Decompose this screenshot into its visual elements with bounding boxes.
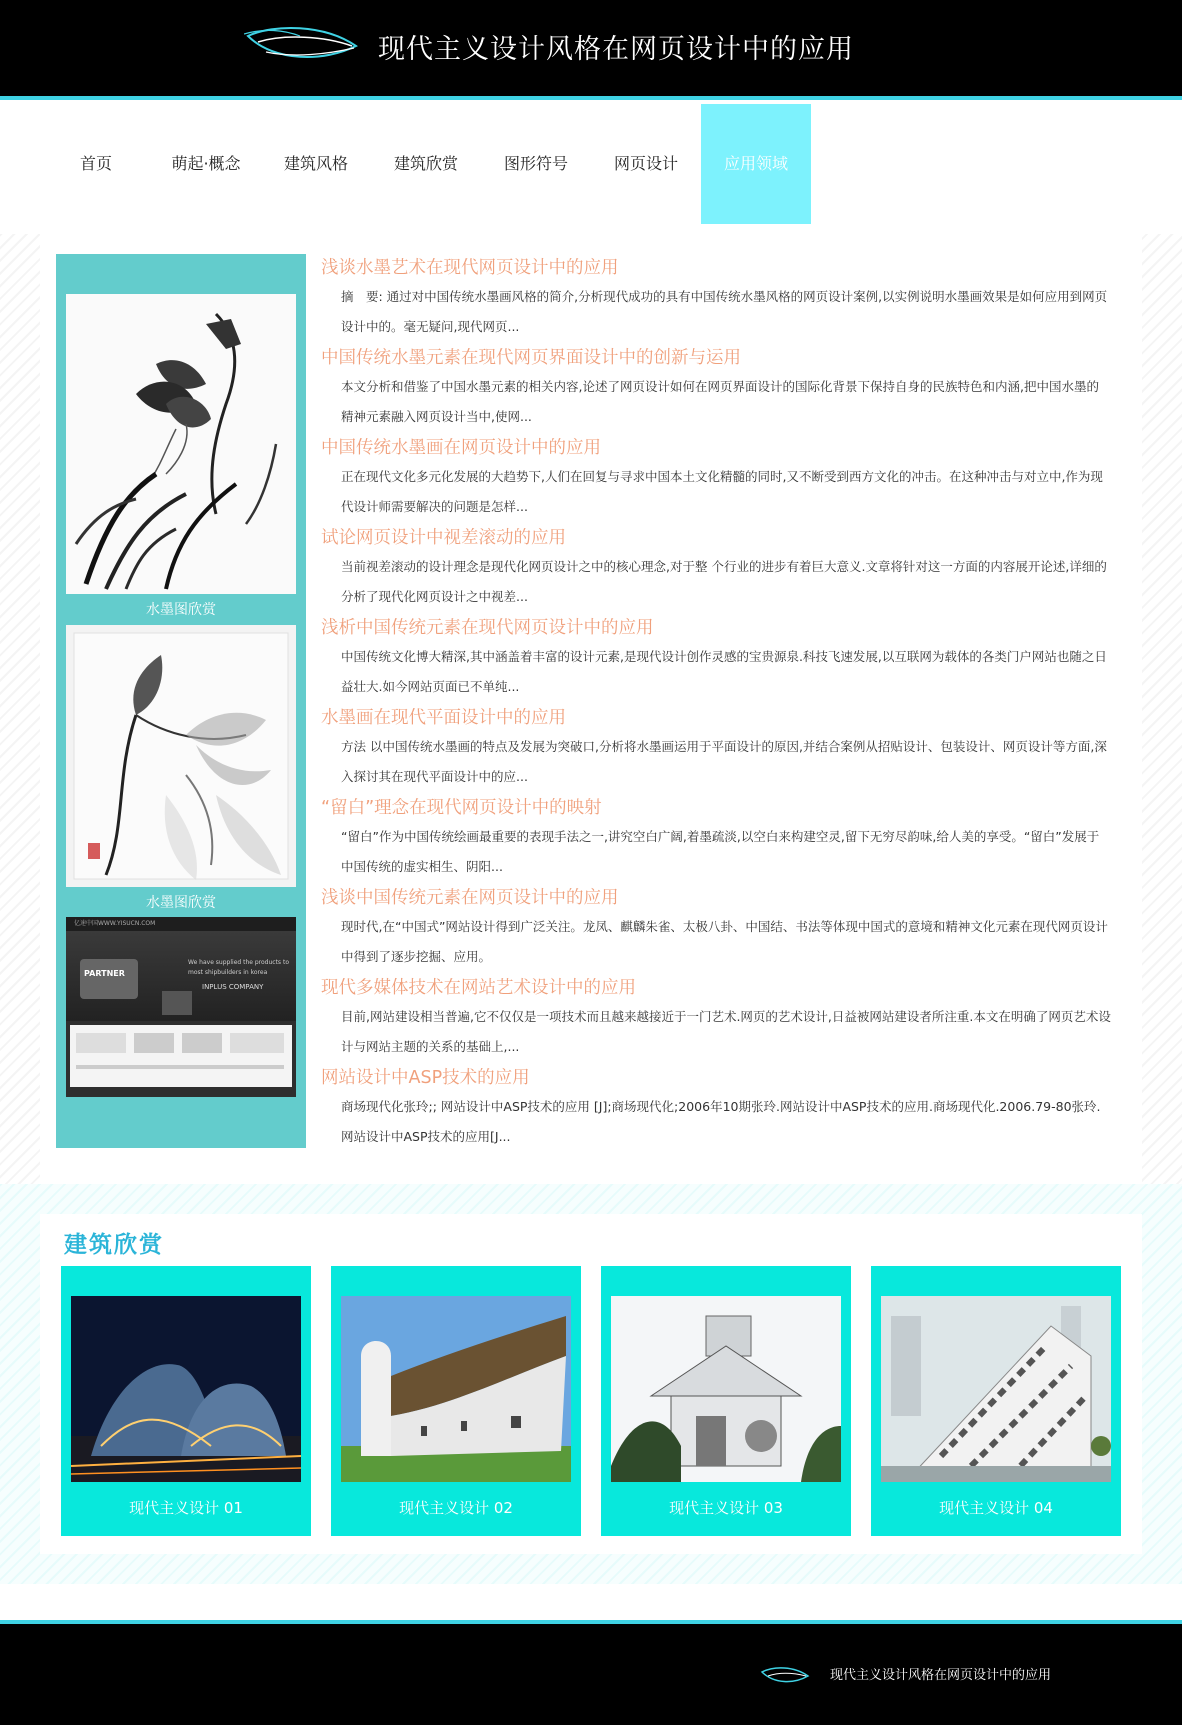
site-title: 现代主义设计风格在网页设计中的应用 bbox=[378, 34, 854, 65]
article-title-link[interactable]: 网站设计中ASP技术的应用 bbox=[321, 1068, 530, 1088]
article-title-link[interactable]: 试论网页设计中视差滚动的应用 bbox=[321, 528, 566, 548]
screenshot-block-4 bbox=[230, 1033, 284, 1053]
gallery-card-4[interactable] bbox=[871, 1266, 1121, 1536]
footer-title: 现代主义设计风格在网页设计中的应用 bbox=[830, 1668, 1052, 1683]
article-title-link[interactable]: 水墨画在现代平面设计中的应用 bbox=[321, 708, 566, 728]
nav-item-applications[interactable]: 应用领域 bbox=[701, 104, 811, 224]
site-footer bbox=[0, 1620, 1182, 1725]
article-list bbox=[321, 254, 1111, 1154]
globe-icon bbox=[80, 959, 138, 999]
ink-flower-image-2[interactable] bbox=[66, 625, 296, 887]
list-item bbox=[321, 704, 1111, 794]
banner-text-3: INPLUS COMPANY bbox=[202, 983, 264, 991]
list-item bbox=[321, 794, 1111, 884]
site-header bbox=[0, 0, 1182, 100]
nav-item-home[interactable]: 首页 bbox=[79, 154, 112, 173]
article-title-link[interactable]: 浅析中国传统元素在现代网页设计中的应用 bbox=[321, 618, 654, 638]
list-item bbox=[321, 1064, 1111, 1154]
nav-item-concept[interactable]: 萌起·概念 bbox=[171, 154, 241, 173]
article-summary: 摘 要: 通过对中国传统水墨画风格的简介,分析现代成功的具有中国传统水墨风格的网页设计案例,以实例说明水墨画效果是如何应用到网页设计中的。毫无疑问,现代网页... bbox=[341, 289, 1108, 334]
screenshot-body bbox=[70, 1025, 292, 1087]
list-item bbox=[321, 614, 1111, 704]
ink-orchid-painting bbox=[66, 294, 296, 594]
building-photo-3[interactable] bbox=[611, 1296, 841, 1482]
list-item bbox=[321, 254, 1111, 344]
terraced-building-illustration bbox=[881, 1296, 1111, 1482]
article-summary: 现时代,在“中国式”网站设计得到广泛关注。龙凤、麒麟朱雀、太极八卦、中国结、书法等体现中国式的意境和精神文化元素在现代网页设计中得到了逐步挖掘、应用。 bbox=[341, 919, 1108, 964]
list-item bbox=[321, 434, 1111, 524]
screenshot-block-2 bbox=[134, 1033, 174, 1053]
nav-item-architecture-style[interactable]: 建筑风格 bbox=[283, 154, 348, 173]
nav-item-architecture-gallery[interactable]: 建筑欣赏 bbox=[393, 154, 458, 173]
list-item bbox=[321, 524, 1111, 614]
article-title-link[interactable]: 中国传统水墨元素在现代网页界面设计中的创新与运用 bbox=[321, 348, 741, 368]
list-item bbox=[321, 974, 1111, 1064]
article-summary: 当前视差滚动的设计理念是现代化网页设计之中的核心理念,对于整 个行业的进步有着巨大意义.文章将针对这一方面的内容展开论述,详细的分析了现代化网页设计之中视差... bbox=[341, 559, 1107, 604]
gallery-card-2[interactable] bbox=[331, 1266, 581, 1536]
screenshot-line bbox=[76, 1065, 284, 1069]
article-title-link[interactable]: “留白”理念在现代网页设计中的映射 bbox=[321, 798, 602, 818]
building-photo-4[interactable] bbox=[881, 1296, 1111, 1482]
ink-flower-image-1[interactable] bbox=[66, 294, 296, 594]
article-summary: 正在现代文化多元化发展的大趋势下,人们在回复与寻求中国本土文化精髓的同时,又不断受到西方文化的冲击。在这种冲击与对立中,作为现代设计师需要解决的问题是怎样... bbox=[341, 469, 1103, 514]
article-summary: “留白”作为中国传统绘画最重要的表现手法之一,讲究空白广阔,着墨疏淡,以空白来构建空灵,留下无穷尽韵味,给人美的享受。“留白”发展于中国传统的虚实相生、阴阳... bbox=[341, 829, 1100, 874]
gallery-heading: 建筑欣赏 bbox=[64, 1232, 164, 1258]
screenshot-banner bbox=[66, 931, 296, 1021]
screenshot-url-bar: 亿速中国WWW.YISUCN.COM bbox=[66, 917, 296, 931]
gallery-card-1[interactable] bbox=[61, 1266, 311, 1536]
screenshot-block-1 bbox=[76, 1033, 126, 1053]
sidebar-caption-2: 水墨图欣赏 bbox=[146, 895, 216, 911]
night-building-illustration bbox=[71, 1296, 301, 1482]
banner-text-2: most shipbuilders in korea bbox=[188, 969, 268, 976]
gallery-caption: 现代主义设计 03 bbox=[669, 1499, 783, 1517]
nav-item-web-design[interactable]: 网页设计 bbox=[613, 154, 678, 173]
museum-building-illustration bbox=[611, 1296, 841, 1482]
gallery-caption: 现代主义设计 02 bbox=[399, 1499, 513, 1517]
building-photo-1[interactable] bbox=[71, 1296, 301, 1482]
screenshot-block-3 bbox=[182, 1033, 222, 1053]
gallery-caption: 现代主义设计 04 bbox=[939, 1499, 1053, 1517]
article-title-link[interactable]: 浅谈中国传统元素在网页设计中的应用 bbox=[321, 888, 619, 908]
main-nav bbox=[0, 104, 1182, 224]
article-summary: 目前,网站建设相当普遍,它不仅仅是一项技术而且越来越接近于一门艺术.网页的艺术设计,日益被网站建设者所注重.本文在明确了网页艺术设计与网站主题的关系的基础上,... bbox=[341, 1009, 1111, 1054]
leaf-logo-icon bbox=[244, 22, 360, 70]
city-skyline bbox=[162, 991, 192, 1015]
article-title-link[interactable]: 现代多媒体技术在网站艺术设计中的应用 bbox=[321, 978, 636, 998]
article-title-link[interactable]: 中国传统水墨画在网页设计中的应用 bbox=[321, 438, 601, 458]
article-summary: 方法 以中国传统水墨画的特点及发展为突破口,分析将水墨画运用于平面设计的原因,并结合案例从招贴设计、包装设计、网页设计等方面,深入探讨其在现代平面设计中的应... bbox=[341, 739, 1107, 784]
article-summary: 本文分析和借鉴了中国水墨元素的相关内容,论述了网页设计如何在网页界面设计的国际化背景下保持自身的民族特色和内涵,把中国水墨的精神元素融入网页设计当中,使网... bbox=[341, 379, 1099, 424]
ink-lily-painting bbox=[66, 625, 296, 887]
sidebar-caption-1: 水墨图欣赏 bbox=[146, 602, 216, 618]
article-summary: 商场现代化张玲;; 网站设计中ASP技术的应用 [J];商场现代化;2006年10期张玲.网站设计中ASP技术的应用.商场现代化.2006.79-80张玲. 网站设计中ASP技术的应用[J... bbox=[341, 1099, 1101, 1144]
gallery-card-3[interactable] bbox=[601, 1266, 851, 1536]
list-item bbox=[321, 884, 1111, 974]
article-summary: 中国传统文化博大精深,其中涵盖着丰富的设计元素,是现代设计创作灵感的宝贵源泉.科技飞速发展,以互联网为载体的各类门户网站也随之日益壮大.如今网站页面已不单纯... bbox=[341, 649, 1107, 694]
nav-item-graphic-symbols[interactable]: 图形符号 bbox=[503, 154, 568, 173]
banner-word: PARTNER bbox=[84, 969, 125, 978]
gallery-caption: 现代主义设计 01 bbox=[129, 1499, 243, 1517]
building-photo-2[interactable] bbox=[341, 1296, 571, 1482]
leaf-logo-icon bbox=[760, 1664, 810, 1688]
list-item bbox=[321, 344, 1111, 434]
website-screenshot-image[interactable] bbox=[66, 917, 296, 1097]
article-title-link[interactable]: 浅谈水墨艺术在现代网页设计中的应用 bbox=[321, 258, 619, 278]
chapel-building-illustration bbox=[341, 1296, 571, 1482]
banner-text-1: We have supplied the products to bbox=[188, 959, 289, 966]
